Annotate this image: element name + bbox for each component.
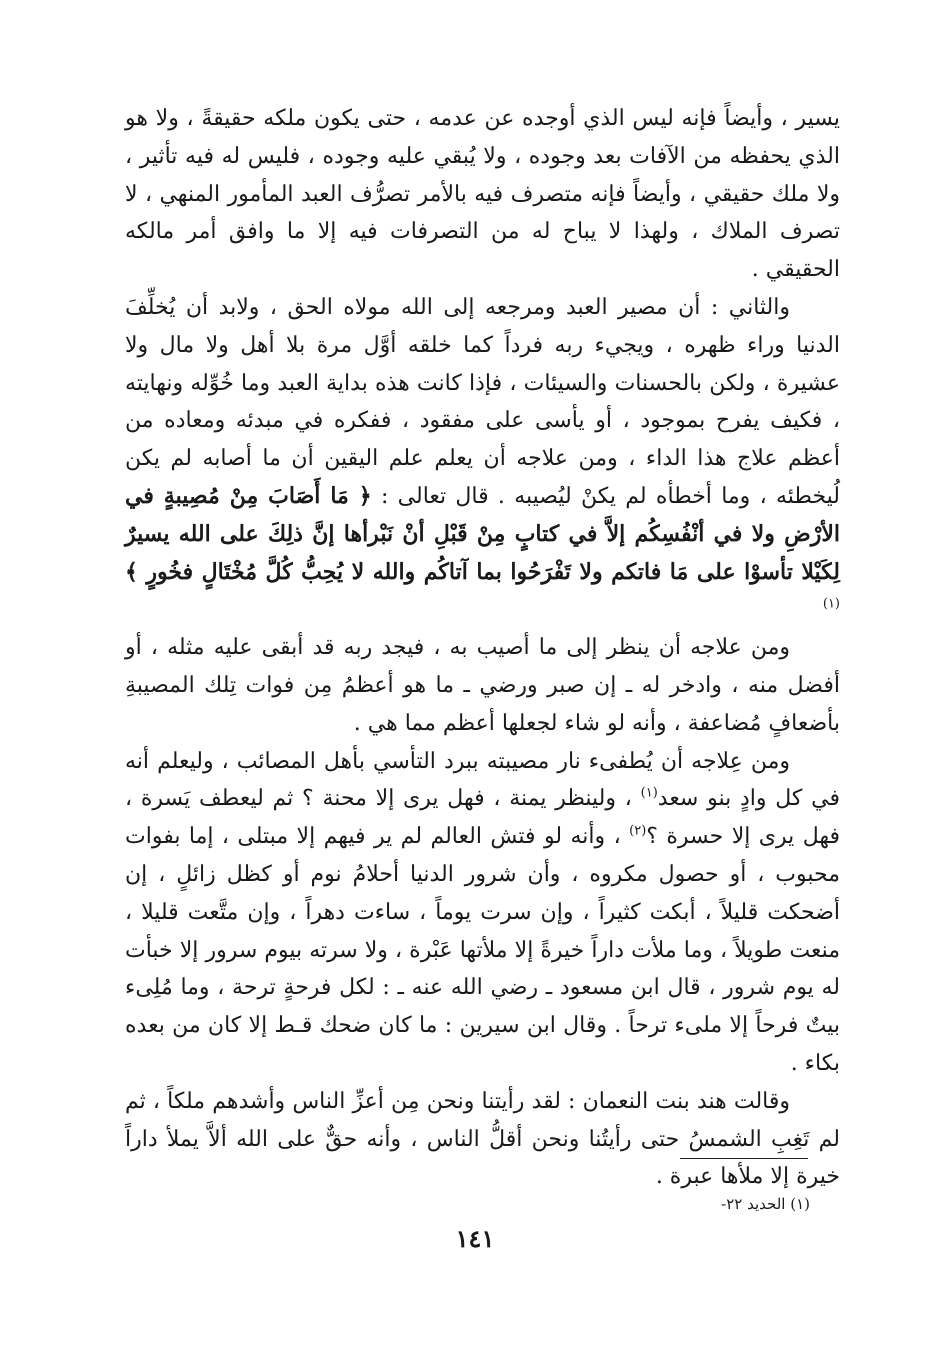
main-text	[125, 100, 840, 1196]
paragraph-4-part-b: ، ولينظر يمنة ، فهل يرى إلا محنة ؟ ثم ليعطف يَسرة ، فهل يرى إلا حسرة ؟	[125, 786, 841, 850]
footnote-ref-verse: (١)	[822, 597, 840, 613]
paragraph-5: وقالت هند بنت النعمان : لقد رأيتنا ونحن مِن أعزِّ الناس وأشدهم ملكاً ، ثم لم تَغِبِ الشمسُ حتى رأيتُنا ونحن أقلُّ الناس ، وأنه حقٌّ على الله ألاَّ يملأ داراً خيرة إلا ملأها عبرة .	[125, 1088, 840, 1190]
footnote-ref-2: (٢)	[629, 823, 647, 839]
paragraph-2	[125, 289, 840, 629]
paragraph-4-part-c: ، وأنه لو فتش العالم لم ير فيهم إلا مبتلى ، إما بفوات محبوب ، أو حصول مكروه ، وأن شرور الدنيا أحلامُ نوم أو كظل زائلٍ ، إن أضحكت قليلاً ، أبكت كثيراً ، وإن سرت يوماً ، ساءت دهراً ، وإن متَّعت قليلا ، منعت طويلاً ، وما ملأت داراً خيرةً إلا ملأتها عَبْرة ، ولا سرته بيوم سرور إلا خبأت له يوم شرور ، قال ابن مسعود ـ رضي الله عنه ـ : لكل فرحةٍ ترحة ، وما مُلِىء بيتٌ فرحاً إلا ملىء ترحاً . وقال ابن سيرين : ما كان ضحك قـط إلا كان من بعده بكاء .	[125, 824, 840, 1076]
footnote: (١) الحديد ٢٢-	[721, 1195, 810, 1213]
paragraph-1: يسير ، وأيضاً فإنه ليس الذي أوجده عن عدمه ، حتى يكون ملكه حقيقةً ، ولا هو الذي يحفظه من الآفات بعد وجوده ، ولا يُبقي عليه وجوده ، فليس له فيه تأثير ، ولا ملك حقيقي ، وأيضاً فإنه متصرف فيه بالأمر تصرُّف العبد المأمور المنهي ، لا تصرف الملاك ، ولهذا لا يباح له من التصرفات فيه إلا ما وافق أمر مالكه الحقيقي .	[125, 106, 841, 283]
quran-verse: ﴿ مَا أَصَابَ مِنْ مُصِيبةٍ في الأرْضِ ولا في أنْفُسِكُم إلاَّ في كتابٍ مِنْ قَبْلِ أنْ نَبْرأها إنَّ ذلِكَ على الله يسيرٌ لِكَيْلا تأسوْا على مَا فاتكم ولا تَفْرَحُوا بما آتاكُم والله لا يُحِبُّ كُلَّ مُخْتَالٍ فخُورٍ ﴾	[125, 482, 840, 585]
footnote-divider	[680, 1158, 808, 1159]
paragraph-2-text: والثاني : أن مصير العبد ومرجعه إلى الله مولاه الحق ، ولابد أن يُخلِّفَ الدنيا وراء ظهره ، ويجيء ربه فرداً كما خلقه أوَّل مرة بلا أهل ولا مال ولا عشيرة ، ولكن بالحسنات والسيئات ، فإذا كانت هذه بداية العبد وما خُوِّله ونهايته ، فكيف يفرح بموجود ، أو يأسى على مفقود ، ففكره في مبدئه ومعاده من أعظم علاج هذا الداء ، ومن علاجه أن يعلم علم اليقين أن ما أصابه لم يكن لُيخطئه ، وما أخطأه لم يكنْ ليُصيبه . قال تعالى :	[125, 294, 840, 509]
footnote-ref-1: (١)	[640, 786, 658, 802]
page-number: ١٤١	[455, 1224, 495, 1253]
paragraph-4-part-a: ومن عِلاجه أن يُطفىء نار مصيبته ببرد التأسي بأهل المصائب ، وليعلم أنه في كل وادٍ بنو سعد	[125, 748, 841, 812]
paragraph-4	[125, 743, 840, 1083]
paragraph-3: ومن علاجه أن ينظر إلى ما أصيب به ، فيجد ربه قد أبقى عليه مثله ، أو أفضل منه ، وادخر له ـ إن صبر ورضي ـ ما هو أعظمُ مِن فوات تِلك المصيبةِ بأضعافٍ مُضاعفة ، وأنه لو شاء لجعلها أعظم مما هي .	[125, 635, 840, 736]
